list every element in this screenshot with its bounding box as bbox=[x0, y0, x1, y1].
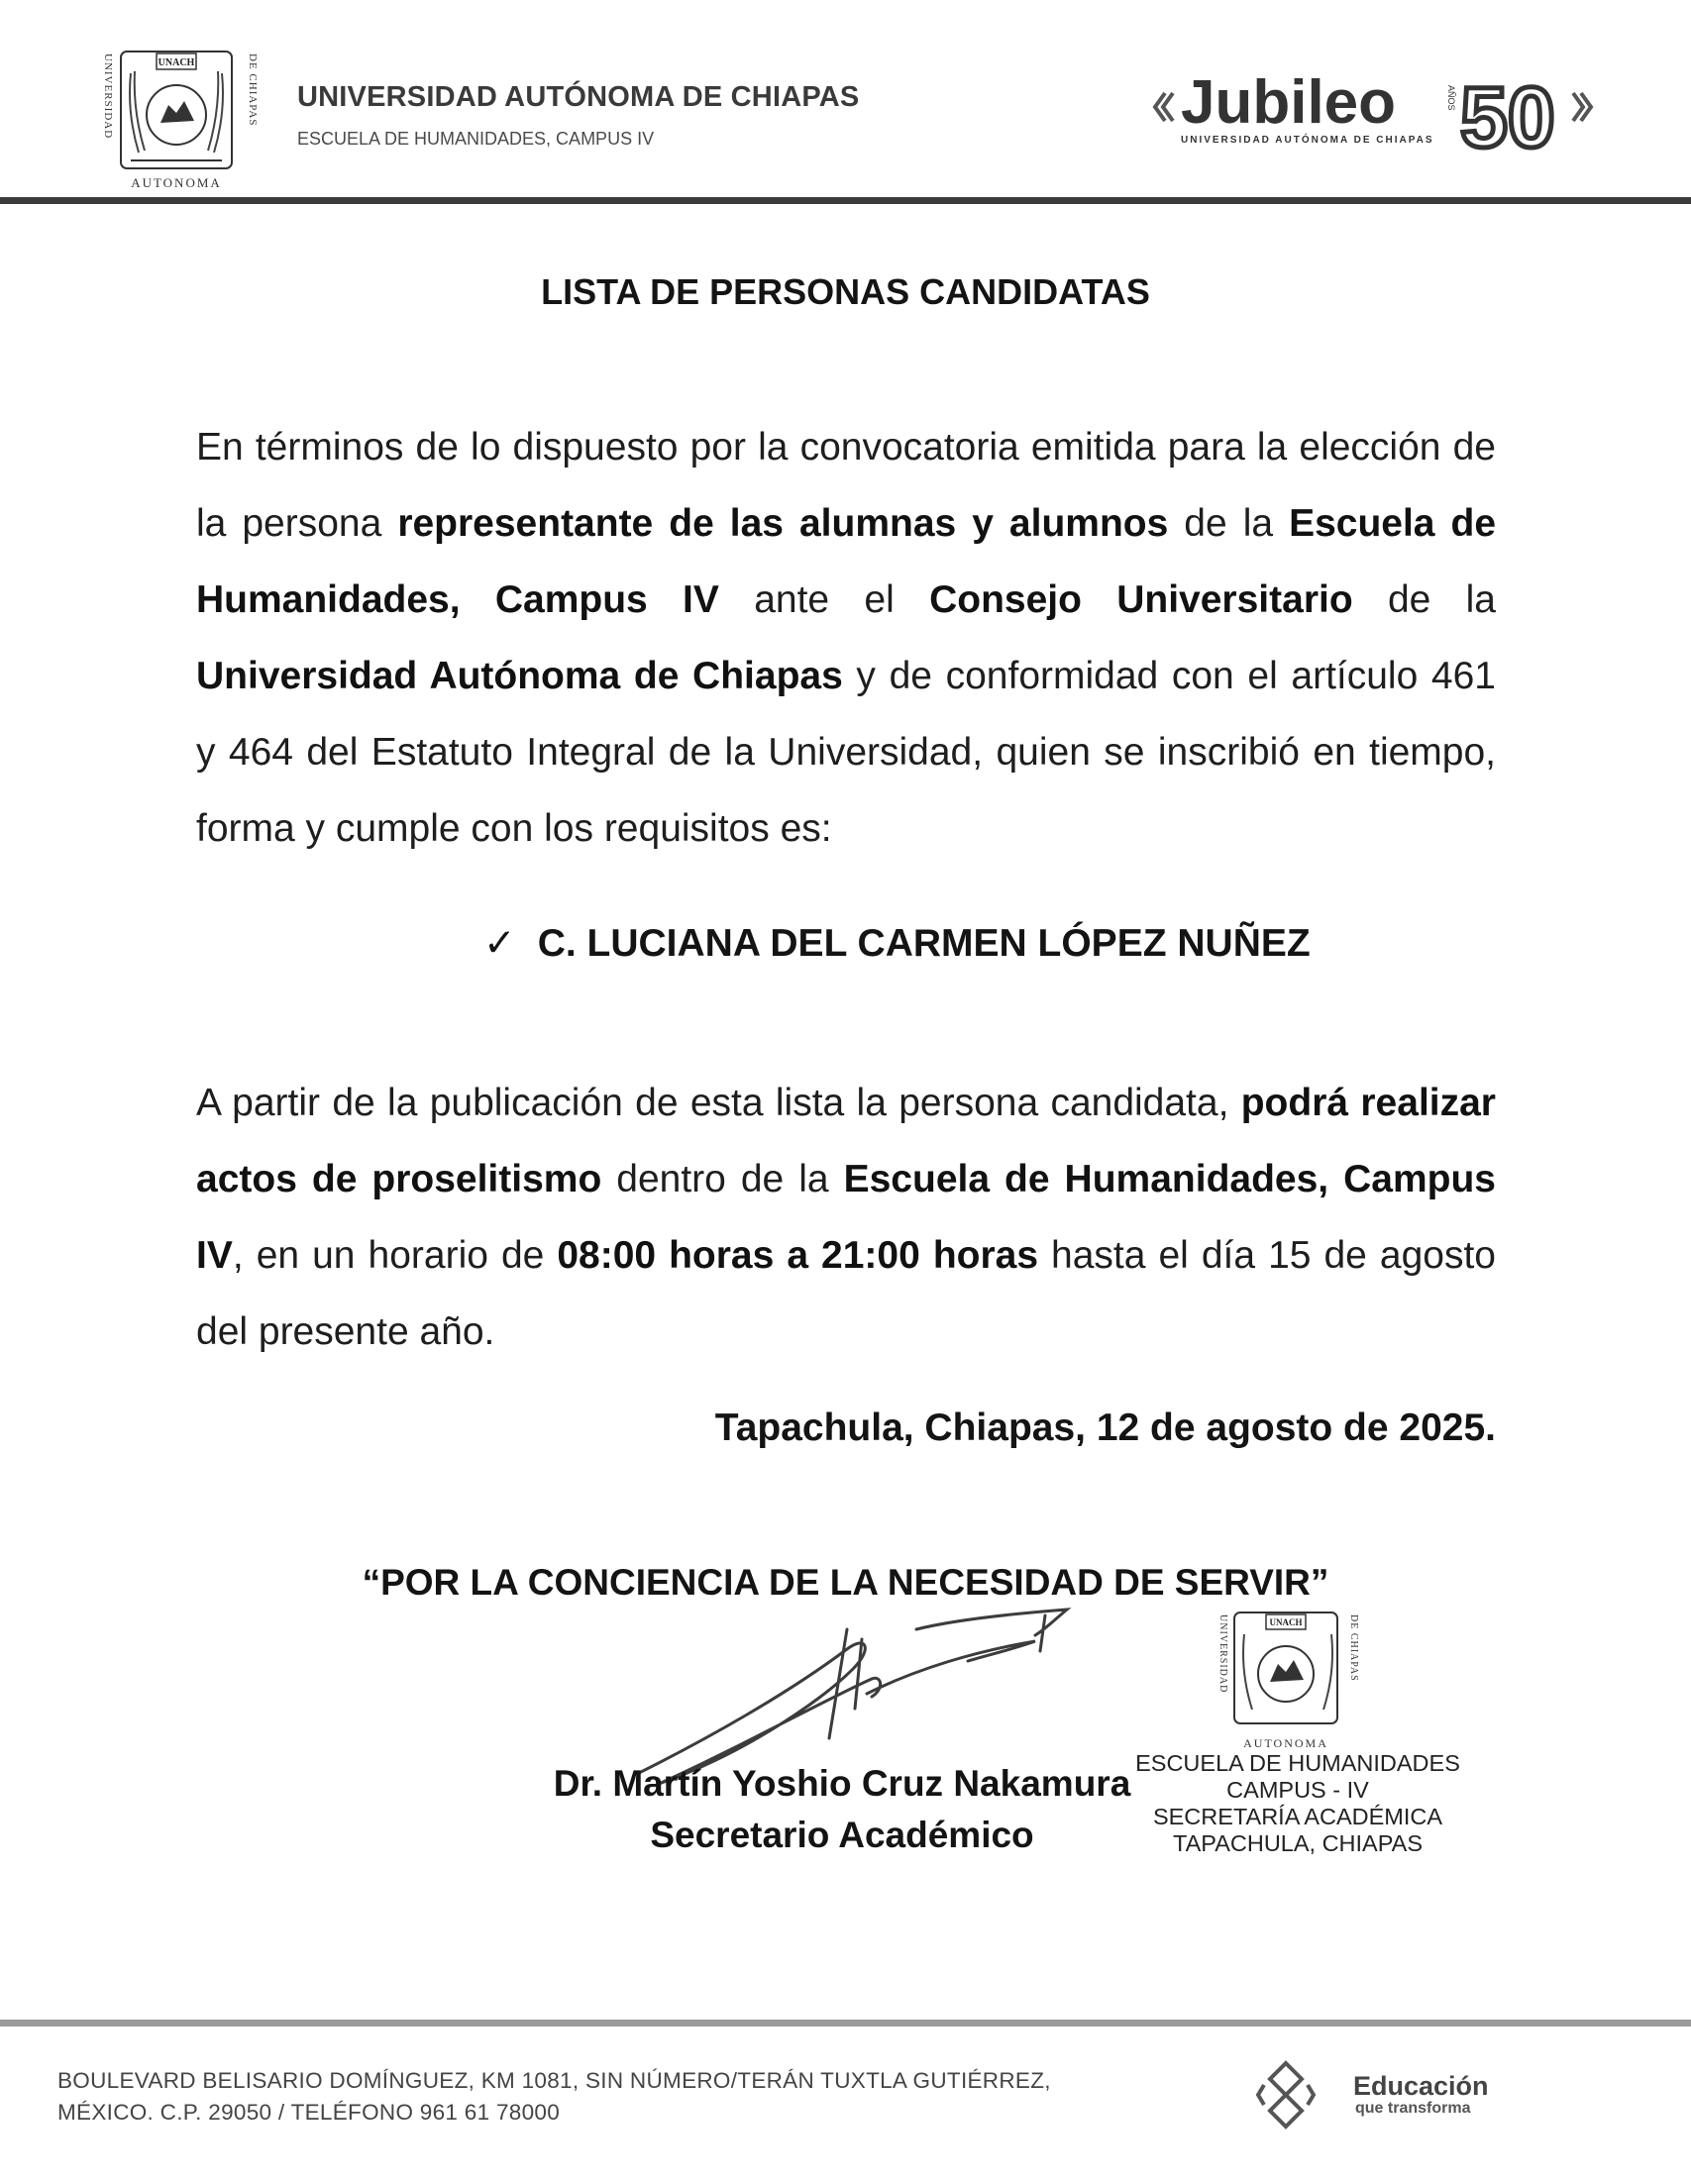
bold-text-run: Consejo Universitario bbox=[929, 578, 1353, 621]
bold-text-run: Escuela de Humanidades, Campus IV bbox=[196, 502, 1497, 621]
paragraph-1 bbox=[196, 409, 1496, 867]
school-name: ESCUELA DE HUMANIDADES, CAMPUS IV bbox=[297, 129, 655, 149]
crest-right-text: DE CHIAPAS bbox=[247, 53, 259, 127]
place-date: Tapachula, Chiapas, 12 de agosto de 2025. bbox=[714, 1406, 1496, 1449]
seal-line-1: ESCUELA DE HUMANIDADES bbox=[1135, 1750, 1460, 1776]
educacion-que-transforma-logo bbox=[1256, 2055, 1533, 2134]
institutional-motto: “POR LA CONCIENCIA DE LA NECESIDAD DE SERVIR” bbox=[362, 1562, 1329, 1603]
text-run: hasta el día 15 de agosto del presente año. bbox=[196, 1234, 1496, 1353]
jubileo-number: 50 bbox=[1460, 70, 1555, 164]
seal-badge-text: UNACH bbox=[1269, 1617, 1303, 1627]
bold-text-run: podrá realizar actos de proselitismo bbox=[196, 1082, 1496, 1200]
unach-crest-logo bbox=[91, 44, 262, 192]
checkmark-icon: ✓ bbox=[483, 922, 516, 965]
text-run: A partir de la publicación de esta lista la persona candidata, bbox=[196, 1082, 1241, 1124]
crest-badge-text: UNACH bbox=[158, 57, 195, 68]
seal-line-2: CAMPUS - IV bbox=[1226, 1777, 1369, 1803]
edu-title: Educación bbox=[1353, 2071, 1489, 2101]
text-run: de la bbox=[1352, 578, 1496, 621]
text-run: ante el bbox=[718, 578, 930, 621]
edu-subtitle: que transforma bbox=[1355, 2100, 1471, 2117]
text-run: En términos de lo dispuesto por la convocatoria emitida para la elección de la persona bbox=[196, 426, 1496, 545]
university-name: UNIVERSIDAD AUTÓNOMA DE CHIAPAS bbox=[297, 81, 860, 113]
seal-left-text: UNIVERSIDAD bbox=[1217, 1614, 1228, 1694]
text-run: dentro de la bbox=[601, 1158, 844, 1200]
crest-left-text: UNIVERSIDAD bbox=[102, 53, 114, 140]
signer-role: Secretario Académico bbox=[650, 1815, 1034, 1855]
crest-bottom-text: AUTONOMA bbox=[131, 175, 222, 190]
paragraph-2 bbox=[196, 1065, 1496, 1370]
candidate-name: C. LUCIANA DEL CARMEN LÓPEZ NUÑEZ bbox=[537, 922, 1311, 965]
seal-line-4: TAPACHULA, CHIAPAS bbox=[1172, 1830, 1424, 1856]
text-run: y de conformidad con el artículo 461 y 464 del Estatuto Integral de la Universidad, quien se inscribió en tiempo, forma y cumple con los requisitos es: bbox=[196, 655, 1496, 850]
seal-right-text: DE CHIAPAS bbox=[1348, 1614, 1359, 1682]
signer-name: Dr. Martín Yoshio Cruz Nakamura bbox=[553, 1763, 1131, 1804]
document-title: LISTA DE PERSONAS CANDIDATAS bbox=[541, 271, 1150, 312]
text-run: de la bbox=[1168, 502, 1290, 545]
seal-text bbox=[1110, 1750, 1486, 1857]
bold-text-run: Universidad Autónoma de Chiapas bbox=[196, 655, 843, 697]
text-run: , en un horario de bbox=[232, 1234, 558, 1277]
address-line-1: BOULEVARD BELISARIO DOMÍNGUEZ, KM 1081, SIN NÚMERO/TERÁN TUXTLA GUTIÉRREZ, bbox=[57, 2068, 1051, 2093]
jubileo-word: Jubileo bbox=[1181, 68, 1397, 137]
jubileo-logo bbox=[1151, 55, 1607, 164]
jubileo-subtitle: UNIVERSIDAD AUTÓNOMA DE CHIAPAS bbox=[1181, 135, 1434, 146]
header-rule bbox=[0, 197, 1691, 204]
seal-bottom-text: AUTONOMA bbox=[1243, 1736, 1328, 1750]
jubileo-years: AÑOS bbox=[1446, 85, 1456, 111]
footer-rule bbox=[0, 2020, 1691, 2027]
official-seal-crest bbox=[1211, 1607, 1361, 1753]
candidate-line bbox=[483, 921, 1311, 966]
seal-line-3: SECRETARÍA ACADÉMICA bbox=[1152, 1804, 1443, 1829]
address-line-2: MÉXICO. C.P. 29050 / TELÉFONO 961 61 78000 bbox=[57, 2100, 561, 2125]
bold-text-run: Escuela de Humanidades, Campus IV bbox=[196, 1158, 1496, 1277]
bold-text-run: 08:00 horas a 21:00 horas bbox=[557, 1234, 1039, 1277]
footer-address bbox=[57, 2065, 1051, 2129]
bold-text-run: representante de las alumnas y alumnos bbox=[397, 502, 1169, 545]
